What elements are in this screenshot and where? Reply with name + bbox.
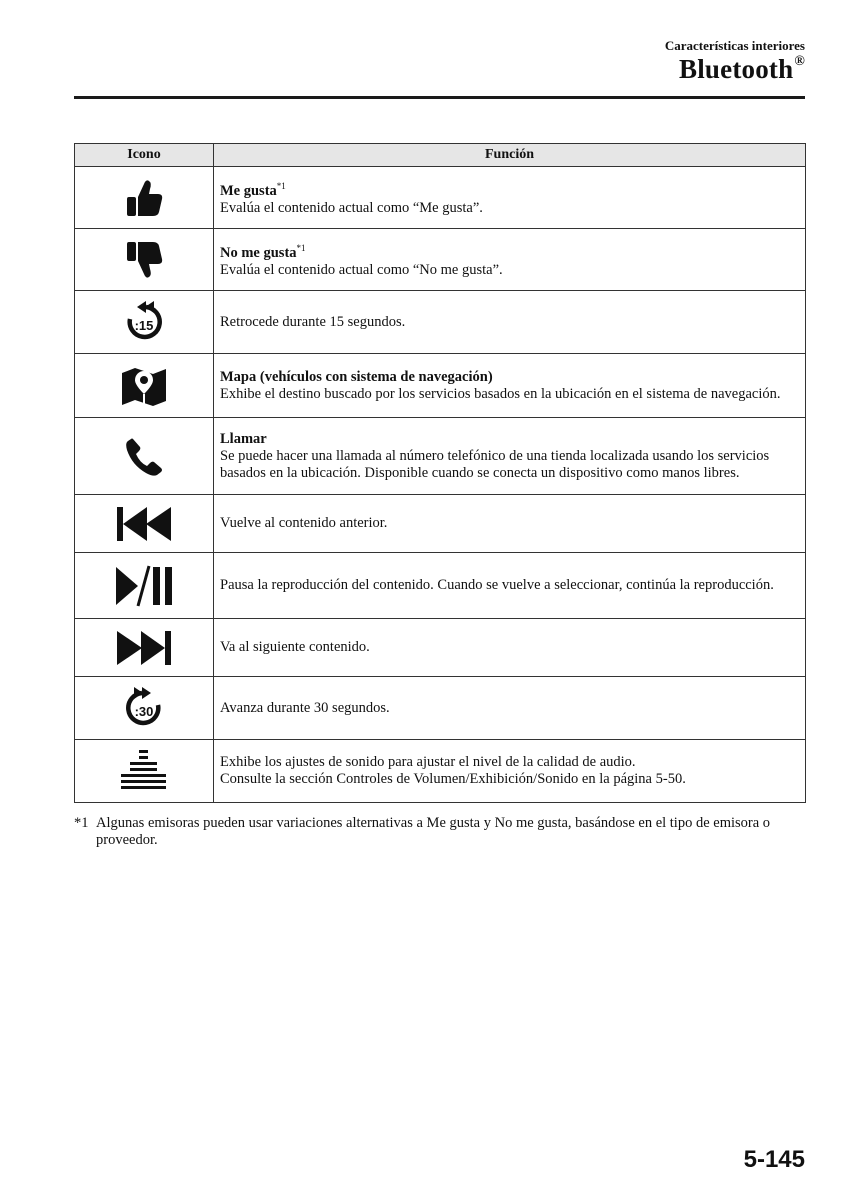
icon-cell: [75, 677, 214, 740]
footnote-text: Algunas emisoras pueden usar variaciones alternativas a Me gusta y No me gusta, basándose en el tipo de emisora o proveedor.: [96, 815, 771, 848]
rewind-15-icon: [121, 299, 167, 345]
page-title: [679, 54, 805, 85]
header-rule: [74, 96, 805, 99]
icon-cell: [75, 354, 214, 418]
function-cell: [214, 495, 806, 553]
function-cell: [214, 167, 806, 229]
function-cell: [214, 418, 806, 495]
table-row: [75, 167, 806, 229]
section-label: Características interiores: [664, 38, 805, 53]
function-cell: [214, 291, 806, 354]
row-description: Se puede hacer una llamada al número telefónico de una tienda localizada usando los servicios basados en la ubicación. Disponible cuando se conecta un dispositivo como manos libres.: [220, 447, 770, 481]
page-number: 5-145: [743, 1146, 805, 1173]
row-description: Avanza durante 30 segundos.: [220, 699, 390, 716]
row-description: Exhibe el destino buscado por los servicios basados en la ubicación en el sistema de navegación.: [220, 385, 781, 402]
row-title: Mapa (vehículos con sistema de navegación): [220, 368, 493, 385]
icon-function-table: [74, 143, 806, 803]
rewind-15-label: :15: [134, 318, 154, 333]
forward-30-icon: [121, 685, 167, 731]
footnote-ref: *1: [296, 243, 306, 253]
function-cell: [214, 354, 806, 418]
icon-cell: [75, 291, 214, 354]
thumbs-down-icon: [122, 238, 166, 282]
map-pin-icon: [119, 363, 169, 409]
row-title: Llamar: [220, 430, 267, 447]
page-title-text: Bluetooth: [679, 54, 794, 84]
row-description: Exhibe los ajustes de sonido para ajustar el nivel de la calidad de audio. Consulte la sección Controles de Volumen/Exhibición/Sonido en la página 5-50.: [220, 754, 686, 787]
icon-cell: [75, 229, 214, 291]
function-cell: [214, 229, 806, 291]
row-description: Retrocede durante 15 segundos.: [220, 313, 406, 330]
table-row: [75, 553, 806, 619]
table-row: [75, 418, 806, 495]
function-cell: [214, 619, 806, 677]
table-row: [75, 354, 806, 418]
play-pause-icon: [113, 563, 175, 609]
table-row: [75, 495, 806, 553]
table-row: [75, 291, 806, 354]
forward-30-label: :30: [134, 704, 154, 719]
icon-cell: [75, 553, 214, 619]
row-description: Evalúa el contenido actual como “Me gusta”.: [220, 200, 483, 216]
row-title: [220, 178, 799, 200]
table-header-row: [75, 144, 806, 167]
equalizer-icon: [119, 748, 169, 794]
icon-cell: [75, 619, 214, 677]
table-row: [75, 229, 806, 291]
function-cell: [214, 740, 806, 803]
row-title-text: No me gusta: [220, 245, 297, 261]
thumbs-up-icon: [122, 176, 166, 220]
row-title: [220, 240, 799, 262]
row-description: Pausa la reproducción del contenido. Cuando se vuelve a seleccionar, continúa la reproducción.: [220, 577, 774, 593]
table-row: [75, 677, 806, 740]
footnote: [74, 815, 806, 849]
table-row: [75, 619, 806, 677]
phone-icon: [122, 434, 166, 478]
row-description: Va al siguiente contenido.: [220, 639, 370, 655]
row-description: Vuelve al contenido anterior.: [220, 515, 388, 531]
skip-next-icon: [115, 628, 173, 668]
function-cell: [214, 553, 806, 619]
row-description: Evalúa el contenido actual como “No me gusta”.: [220, 262, 503, 278]
icon-cell: [75, 495, 214, 553]
footnote-ref: *1: [276, 181, 286, 191]
column-header-icon: Icono: [75, 144, 214, 167]
row-title-text: Me gusta: [220, 183, 277, 199]
icon-cell: [75, 740, 214, 803]
icon-cell: [75, 167, 214, 229]
footnote-mark: *1: [74, 815, 89, 831]
icon-cell: [75, 418, 214, 495]
table-row: [75, 740, 806, 803]
column-header-function: Función: [214, 144, 806, 167]
registered-mark: ®: [794, 54, 805, 69]
skip-previous-icon: [115, 504, 173, 544]
function-cell: [214, 677, 806, 740]
